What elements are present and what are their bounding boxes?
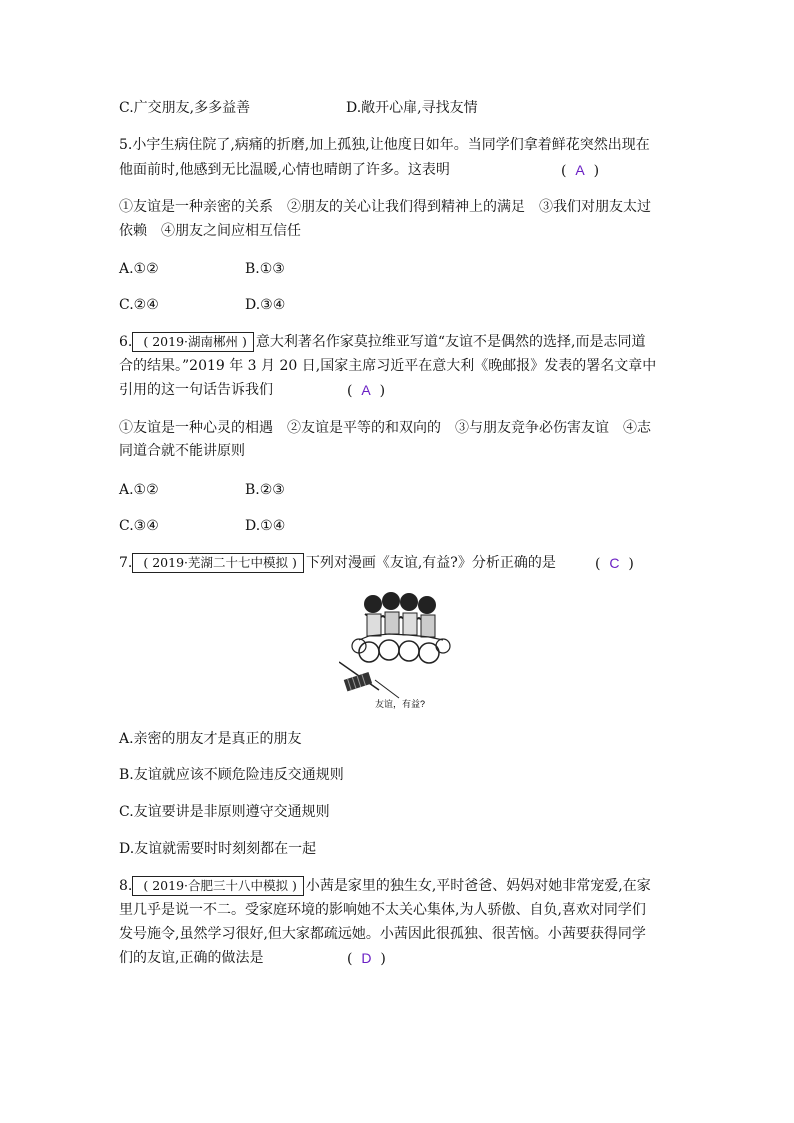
q7-number: 7. [119, 555, 133, 571]
q8-stem-line2: 里几乎是说一不二。受家庭环境的影响她不太关心集体,为人骄傲、自负,喜欢对同学们 [119, 902, 646, 918]
q6-option-a: A.①② [119, 482, 159, 498]
q6-items-line1: ①友谊是一种心灵的相遇 ②友谊是平等的和双向的 ③与朋友竞争必伤害友谊 ④志 [119, 420, 651, 436]
rider-head-1 [364, 595, 382, 613]
q8-answer-letter: D [361, 950, 372, 966]
q8-stem-text1: 小茜是家里的独生女,平时爸爸、妈妈对她非常宠爱,在家 [305, 878, 651, 894]
q5-answer-letter: A [575, 162, 585, 178]
q5-option-c: C.②④ [119, 297, 159, 313]
q8-stem-line3: 发号施令,虽然学习很好,但大家都疏远她。小茜因此很孤独、很苦恼。小茜要获得同学 [119, 926, 646, 942]
q5-items-line2: 依赖 ④朋友之间应相互信任 [119, 223, 301, 239]
q4-option-c: C.广交朋友,多多益善 [119, 100, 251, 116]
q6-answer-letter: A [361, 382, 371, 398]
rider-head-3 [400, 593, 418, 611]
q5-items-line1: ①友谊是一种亲密的关系 ②朋友的关心让我们得到精神上的满足 ③我们对朋友太过 [119, 199, 651, 215]
cartoon-drawing [339, 590, 457, 712]
rider-head-4 [418, 596, 436, 614]
q6-stem-text3: 引用的这一句话告诉我们 [119, 382, 273, 398]
q7-stem-line [119, 553, 634, 573]
q8-stem-text4: 们的友谊,正确的做法是 [119, 950, 264, 966]
q7-stem-text: 下列对漫画《友谊,有益?》分析正确的是 [305, 555, 556, 571]
q6-stem-text1: 意大利著名作家莫拉维亚写道“友谊不是偶然的选择,而是志同道 [255, 334, 646, 350]
q6-stem-line1 [119, 332, 645, 352]
q7-option-c: C.友谊要讲是非原则遵守交通规则 [119, 804, 330, 820]
q8-stem-line1 [119, 876, 651, 896]
q8-source-tag: ( 2019·合肥三十八中模拟 ) [132, 876, 304, 896]
q8-number: 8. [119, 878, 133, 894]
q5-option-a: A.①② [119, 261, 159, 277]
rider-head-2 [382, 592, 400, 610]
q6-answer: ( A ) [347, 382, 386, 399]
q7-option-d: D.友谊就需要时时刻刻都在一起 [119, 841, 317, 857]
q7-cartoon [339, 590, 457, 712]
q6-option-d: D.①④ [245, 518, 286, 534]
q6-option-b: B.②③ [245, 482, 285, 498]
q7-answer-letter: C [609, 555, 620, 571]
q5-stem-text: 他面前时,他感到无比温暖,心情也晴朗了许多。这表明 [119, 162, 450, 178]
q7-option-b: B.友谊就应该不顾危险违反交通规则 [119, 767, 344, 783]
q6-option-c: C.③④ [119, 518, 159, 534]
q6-source-tag: ( 2019·湖南郴州 ) [132, 332, 254, 352]
q7-cartoon-caption: 友谊，有益? [375, 699, 426, 709]
q6-number: 6. [119, 334, 133, 350]
q6-stem-line3 [119, 380, 386, 400]
q6-items-line2: 同道合就不能讲原则 [119, 443, 245, 459]
q7-source-tag: ( 2019·芜湖二十七中模拟 ) [132, 553, 304, 573]
q7-answer: ( C ) [595, 555, 634, 572]
q5-option-b: B.①③ [245, 261, 285, 277]
q5-stem-line2 [119, 160, 600, 180]
q8-answer: ( D ) [347, 950, 386, 967]
q5-option-d: D.③④ [245, 297, 286, 313]
q5-answer: ( A ) [561, 162, 600, 179]
q6-stem-line2: 合的结果。”2019 年 3 月 20 日,国家主席习近平在意大利《晚邮报》发表的署名文章中 [119, 358, 657, 374]
q5-stem-line1: 5.小宇生病住院了,病痛的折磨,加上孤独,让他度日如年。当同学们拿着鲜花突然出现在 [119, 137, 650, 153]
q7-option-a: A.亲密的朋友才是真正的朋友 [119, 731, 302, 747]
q8-stem-line4 [119, 948, 386, 968]
q4-option-d: D.敞开心扉,寻找友情 [346, 100, 478, 116]
